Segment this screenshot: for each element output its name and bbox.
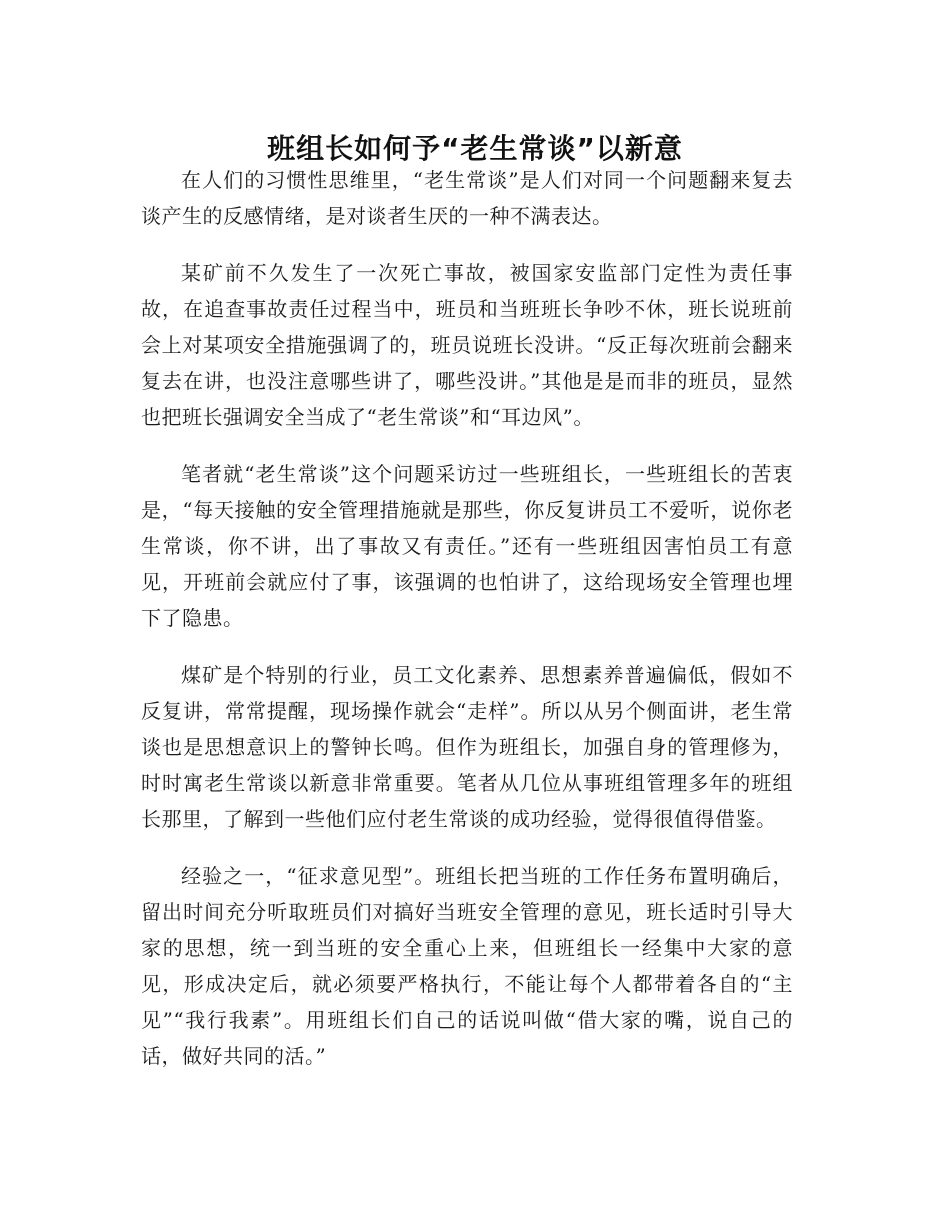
document-body bbox=[141, 162, 793, 1095]
paragraph-3: 笔者就“老生常谈”这个问题采访过一些班组长，一些班组长的苦衷是，“每天接触的安全管理措施就是那些，你反复讲员工不爱听，说你老生常谈，你不讲，出了事故又有责任。”还有一些班组因害怕员工有意见，开班前会就应付了事，该强调的也怕讲了，这给现场安全管理也埋下了隐患。 bbox=[141, 462, 793, 630]
paragraph-4: 煤矿是个特别的行业，员工文化素养、思想素养普遍偏低，假如不反复讲，常常提醒，现场操作就会“走样”。所以从另个侧面讲，老生常谈也是思想意识上的警钟长鸣。但作为班组长，加强自身的管理修为，时时寓老生常谈以新意非常重要。笔者从几位从事班组管理多年的班组长那里，了解到一些他们应付老生常谈的成功经验，觉得很值得借鉴。 bbox=[141, 663, 793, 831]
document-title: 班组长如何予“老生常谈”以新意 bbox=[267, 131, 683, 165]
paragraph-1: 在人们的习惯性思维里，“老生常谈”是人们对同一个问题翻来复去谈产生的反感情绪，是对谈者生厌的一种不满表达。 bbox=[141, 168, 793, 228]
paragraph-2: 某矿前不久发生了一次死亡事故，被国家安监部门定性为责任事故，在追查事故责任过程当中，班员和当班班长争吵不休，班长说班前会上对某项安全措施强调了的，班员说班长没讲。“反正每次班前会翻来复去在讲，也没注意哪些讲了，哪些没讲。”其他是是而非的班员，显然也把班长强调安全当成了“老生常谈”和“耳边风”。 bbox=[141, 261, 793, 429]
paragraph-5: 经验之一，“征求意见型”。班组长把当班的工作任务布置明确后，留出时间充分听取班员们对搞好当班安全管理的意见，班长适时引导大家的思想，统一到当班的安全重心上来，但班组长一经集中大家的意见，形成决定后，就必须要严格执行，不能让每个人都带着各自的“主见”“我行我素”。用班组长们自己的话说叫做“借大家的嘴，说自己的话，做好共同的活。” bbox=[141, 864, 793, 1068]
